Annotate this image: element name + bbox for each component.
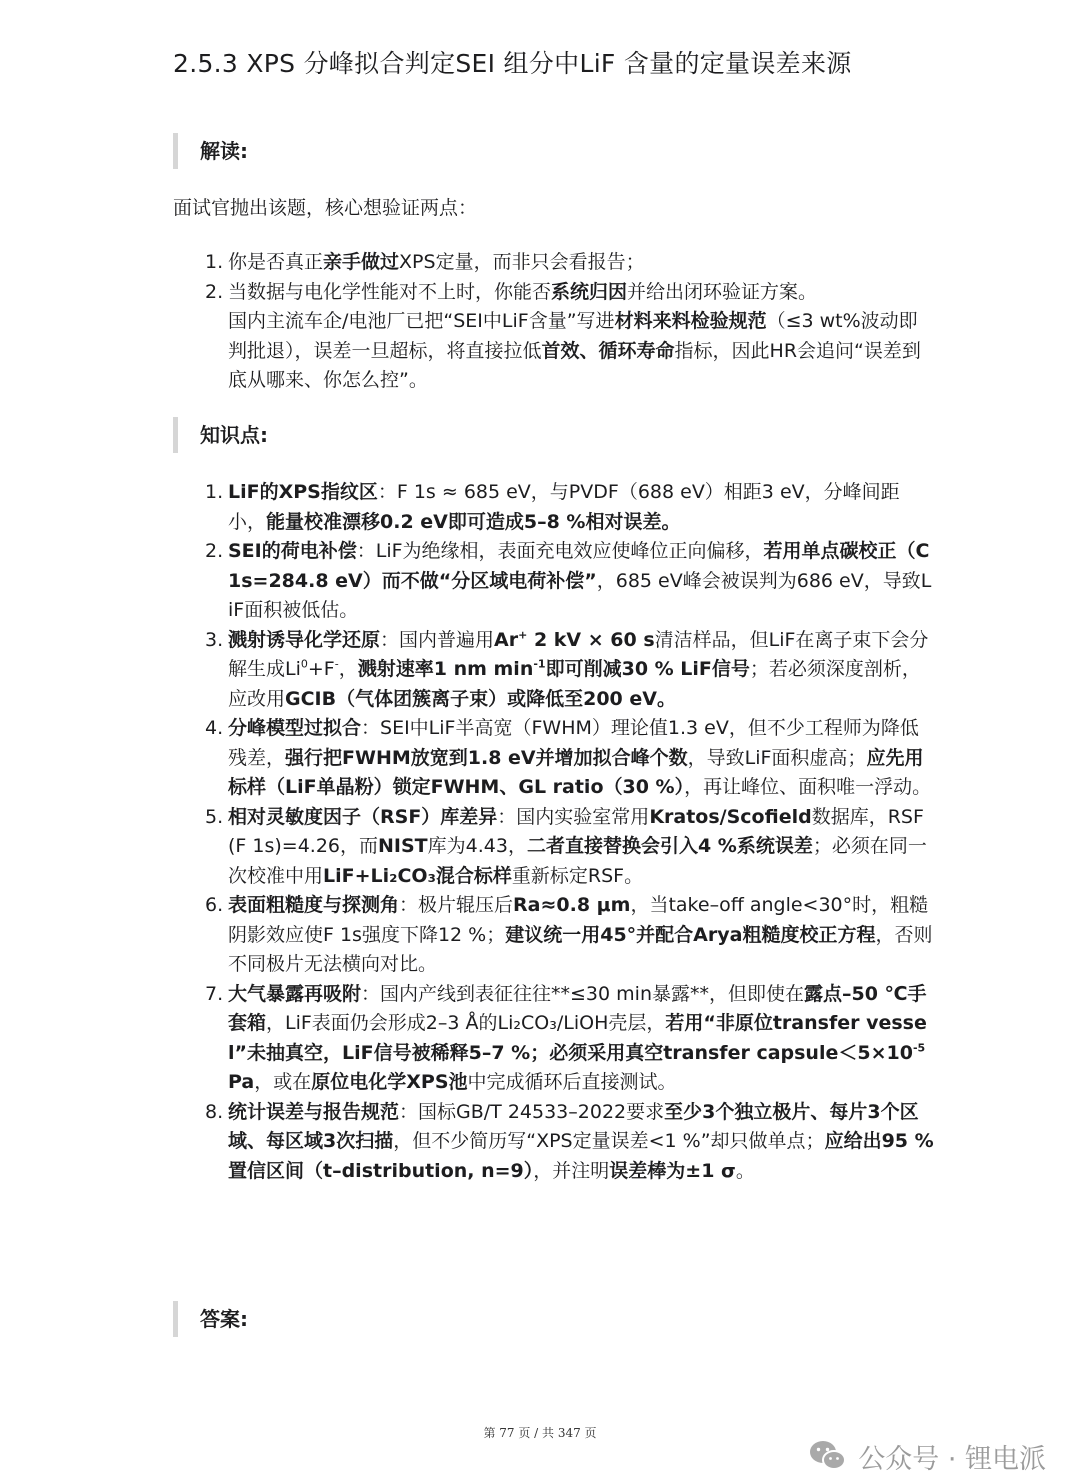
list-item <box>199 1098 934 1187</box>
bold-text: 亲手做过 <box>323 251 400 273</box>
list-item-number: 2. <box>205 540 224 562</box>
text-run: 国内主流车企/电池厂已把“SEI中LiF含量”写进 <box>228 310 615 332</box>
bold-text: 相对灵敏度因子（RSF）库差异 <box>228 805 498 828</box>
bold-text: 材料来料检验规范 <box>614 310 767 332</box>
text-run: ，并注明 <box>533 1159 610 1182</box>
text-run: （≤3 wt%波动即判批退），误差一旦超标，将直接拉低 <box>228 310 918 362</box>
bold-text: 2 kV × 60 s <box>527 628 655 651</box>
text-run: 中完成循环后直接测试。 <box>467 1071 677 1093</box>
text-run: ，但不少简历写“XPS定量误差<1 %”却只做单点； <box>393 1130 825 1152</box>
bold-text: 大气暴露再吸附 <box>228 982 362 1005</box>
watermark-text: 公众号 · 锂电派 <box>858 1443 1046 1475</box>
text-run: ；必须在同一次校准中用 <box>228 835 927 887</box>
bold-text: GCIB（气体团簇离子束）或降低至200 eV。 <box>285 687 676 710</box>
bold-text: NIST <box>378 835 428 857</box>
list-item-number: 8. <box>205 1100 224 1123</box>
text-run: ：SEI中LiF半高宽（FWHM）理论值1.3 eV，但不少工程师为降低残差， <box>228 717 919 769</box>
page-number: 第 77 页 / 共 347 页 <box>483 1426 597 1440</box>
bold-text: 溅射速率1 nm min <box>357 658 534 680</box>
text-run: 指标，因此HR会追问“误差到底从哪来、你怎么控”。 <box>228 339 921 391</box>
bold-text: 露点–50 ℃手套箱 <box>228 982 927 1034</box>
text-run: 你是否真正 <box>228 251 324 273</box>
list-item-number: 1. <box>205 251 224 273</box>
text-run: 重新标定RSF。 <box>511 864 644 887</box>
text-run: ，当take–off angle<30°时，粗糙阴影效应使F 1s强度下降12 %； <box>228 894 929 946</box>
list-item-number: 3. <box>205 628 224 651</box>
text-run: 清洁样品，但LiF在离子束下会分解生成Li <box>228 628 929 680</box>
answer-heading <box>173 1301 248 1337</box>
bold-text: 能量校准漂移0.2 eV即可造成5–8 %相对误差。 <box>266 510 681 533</box>
bold-text: 溅射诱导化学还原 <box>228 628 381 651</box>
bold-text: 强行把FWHM放宽到1.8 eV并增加拟合峰个数 <box>285 746 688 769</box>
bold-text: 原位电化学XPS池 <box>311 1071 468 1093</box>
list-item <box>199 980 934 1098</box>
text-run: ：LiF为绝缘相，表面充电效应使峰位正向偏移， <box>356 540 764 562</box>
bold-text: LiF的XPS指纹区 <box>228 481 378 503</box>
text-run: 当数据与电化学性能对不上时，你能否 <box>228 280 552 303</box>
text-run: +F <box>307 658 335 680</box>
bold-text: LiF+Li₂CO₃混合标样 <box>323 864 512 887</box>
list-item <box>199 537 934 626</box>
interpretation-list <box>199 248 934 396</box>
text-run: ，685 eV峰会被误判为686 eV，导致LiF面积被低估。 <box>228 569 932 621</box>
bold-text: 误差棒为±1 σ <box>609 1159 736 1182</box>
text-run: ，导致LiF面积虚高； <box>687 746 867 769</box>
bold-text: 即可削减30 % LiF信号 <box>545 658 750 680</box>
interpretation-heading-label: 解读: <box>200 139 248 163</box>
list-item-number: 2. <box>205 280 224 303</box>
superscript: 0 <box>300 657 308 671</box>
list-item-number: 5. <box>205 805 224 828</box>
text-run: 。 <box>735 1159 755 1182</box>
text-run: ，再让峰位、面积唯一浮动。 <box>684 776 932 798</box>
knowledge-heading-label: 知识点: <box>200 423 268 447</box>
text-run: ；若必须深度剖析，应改用 <box>228 658 921 710</box>
bold-text: Ar <box>494 628 519 651</box>
text-run: ， <box>338 658 358 680</box>
list-item <box>199 714 934 803</box>
list-item <box>199 278 934 396</box>
text-run: ：国标GB/T 24533–2022要求 <box>399 1100 665 1123</box>
superscript: - <box>334 657 339 671</box>
text-run: ：国内实验室常用 <box>497 805 650 828</box>
bold-text: 若用“非原位transfer vessel”未抽真空，LiF信号被稀释5–7 %；必须采用真空transfer capsule＜5×10 <box>228 1012 927 1064</box>
bold-text: 表面粗糙度与探测角 <box>228 894 400 916</box>
list-item <box>199 248 934 278</box>
superscript: -1 <box>533 657 546 671</box>
knowledge-list <box>199 478 934 1186</box>
text-run: 数据库，RSF(F 1s)=4.26，而 <box>228 805 924 857</box>
bold-text: 二者直接替换会引入4 %系统误差 <box>526 835 813 857</box>
text-run: 库为4.43， <box>427 835 527 857</box>
watermark <box>808 1436 1046 1476</box>
bold-text: Ra≈0.8 μm <box>513 894 631 916</box>
bold-text: 建议统一用45°并配合Arya粗糙度校正方程 <box>505 923 876 946</box>
interpretation-heading <box>173 133 248 169</box>
list-item <box>199 803 934 892</box>
bold-text: 统计误差与报告规范 <box>228 1100 400 1123</box>
text-run: ：国内产线到表征往往**≤30 min暴露**，但即使在 <box>361 982 804 1005</box>
text-run: ：国内普遍用 <box>380 628 495 651</box>
bold-text: 若用单点碳校正（C 1s=284.8 eV）而不做“分区域电荷补偿” <box>228 540 930 592</box>
superscript: -5 <box>912 1041 926 1055</box>
knowledge-heading <box>173 417 268 453</box>
section-title: 2.5.3 XPS 分峰拟合判定SEI 组分中LiF 含量的定量误差来源 <box>173 49 852 78</box>
bold-text: Kratos/Scofield <box>649 805 812 828</box>
bold-text: 系统归因 <box>551 280 628 303</box>
text-run: ：极片辊压后 <box>399 894 514 916</box>
text-run: ，LiF表面仍会形成2–3 Å的Li₂CO₃/LiOH壳层， <box>266 1012 666 1034</box>
list-item <box>199 891 934 980</box>
text-run: ，或在 <box>254 1071 312 1093</box>
answer-heading-label: 答案: <box>200 1307 248 1331</box>
bold-text: 应给出95 %置信区间（t–distribution, n=9） <box>228 1130 934 1182</box>
bold-text: SEI的荷电补偿 <box>228 540 357 562</box>
list-item <box>199 626 934 715</box>
bold-text: Pa <box>228 1071 255 1093</box>
list-item-number: 4. <box>205 717 224 739</box>
list-item <box>199 478 934 537</box>
superscript: + <box>518 628 528 642</box>
text-run: 并给出闭环验证方案。 <box>627 280 818 303</box>
list-item-number: 1. <box>205 481 224 503</box>
bold-text: 应先用标样（LiF单晶粉）锁定FWHM、GL ratio（30 %） <box>228 746 924 798</box>
list-item-number: 7. <box>205 982 224 1005</box>
bold-text: 至少3个独立极片、每片3个区域、每区域3次扫描 <box>228 1100 919 1152</box>
list-item-number: 6. <box>205 894 224 916</box>
bold-text: 首效、循环寿命 <box>541 339 675 362</box>
text-run: ，否则不同极片无法横向对比。 <box>228 923 933 975</box>
text-run: ：F 1s ≈ 685 eV，与PVDF（688 eV）相距3 eV，分峰间距小， <box>228 481 900 533</box>
intro-paragraph: 面试官抛出该题，核心想验证两点： <box>173 197 478 219</box>
bold-text: 分峰模型过拟合 <box>228 717 362 739</box>
text-run: XPS定量，而非只会看报告； <box>399 251 645 273</box>
